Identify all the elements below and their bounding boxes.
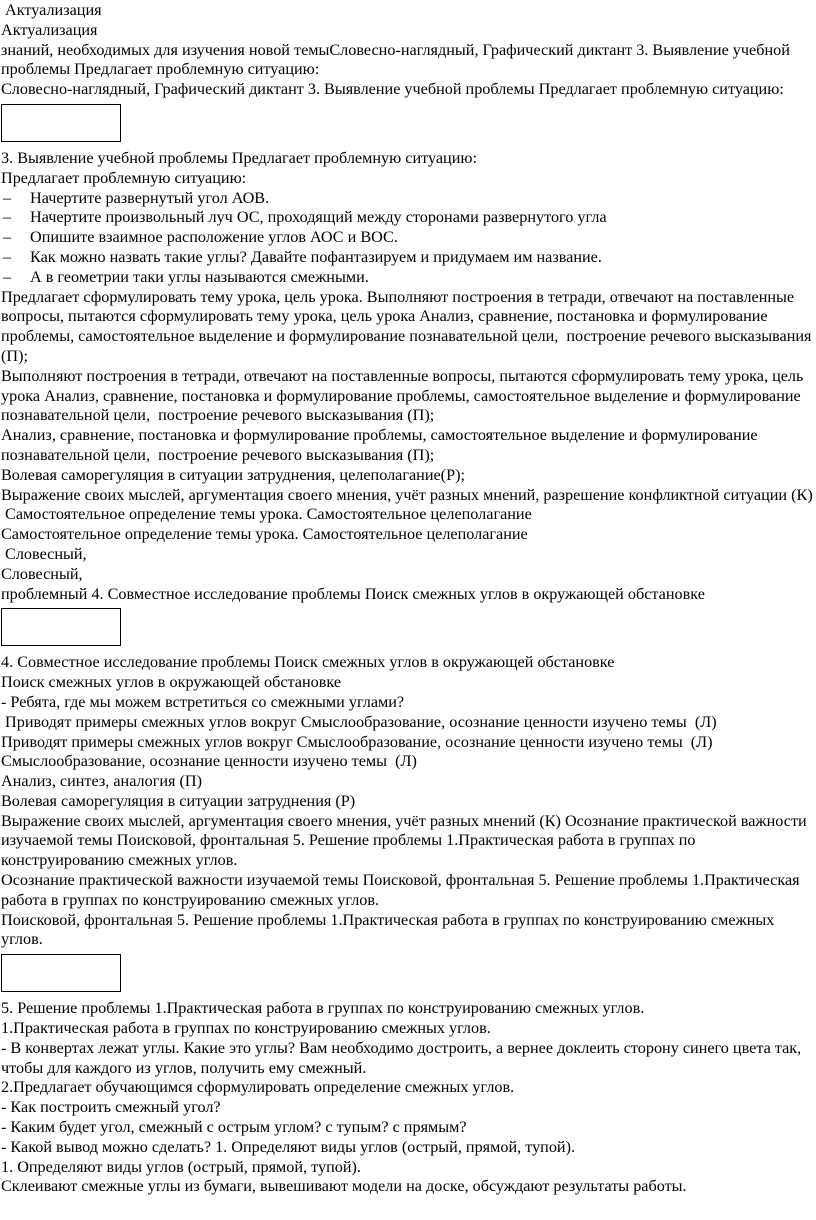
paragraph: Словесный, [1, 544, 87, 563]
paragraph: Волевая саморегуляция в ситуации затруднения, целеполагание(Р); [1, 465, 465, 484]
paragraph: Осознание практической важности изучаемой темы Поисковой, фронтальная 5. Решение проблемы 1.Практическая работа в группах по конструированию смежных углов. [1, 871, 804, 909]
list-item [1, 248, 816, 268]
paragraph: Приводят примеры смежных углов вокруг Смыслообразование, осознание ценности изучено темы (Л) [1, 732, 713, 751]
paragraph: 4. Совместное исследование проблемы Поиск смежных углов в окружающей обстановке [1, 653, 615, 672]
paragraph: Выполняют построения в тетради, отвечают на поставленные вопросы, пытаются сформулировать тему урока, цель урока Анализ, сравнение, постановка и формулирование проблемы, самостоятельное выделение и формулирование познавательной цели, построение речевого высказывания (П); [1, 366, 808, 425]
paragraph: Словесно-наглядный, Графический диктант 3. Выявление учебной проблемы Предлагает проблемную ситуацию: [1, 80, 784, 99]
paragraph: 1. Определяют виды углов (острый, прямой, тупой). [1, 1157, 361, 1176]
document-body [1, 1, 816, 1197]
paragraph: Склеивают смежные углы из бумаги, вывешивают модели на доске, обсуждают результаты работы. [1, 1177, 687, 1196]
list-item [1, 268, 816, 288]
paragraph: 5. Решение проблемы 1.Практическая работа в группах по конструированию смежных углов. [1, 999, 645, 1018]
empty-frame [1, 104, 121, 142]
list-item [1, 228, 816, 248]
paragraph: Самостоятельное определение темы урока. Самостоятельное целеполагание [1, 505, 532, 524]
paragraph: 3. Выявление учебной проблемы Предлагает проблемную ситуацию: [1, 148, 477, 167]
paragraph: - Ребята, где мы можем встретиться со смежными углами? [1, 692, 405, 711]
list-item [1, 189, 816, 209]
list-dash: – [3, 247, 12, 266]
paragraph: - Как построить смежный угол? [1, 1098, 221, 1117]
paragraph: Анализ, сравнение, постановка и формулирование проблемы, самостоятельное выделение и формулирование познавательной цели, построение речевого высказывания (П); [1, 426, 762, 464]
list-dash: – [3, 228, 12, 247]
paragraph: Самостоятельное определение темы урока. Самостоятельное целеполагание [1, 525, 528, 544]
paragraph: Поиск смежных углов в окружающей обстановке [1, 673, 342, 692]
paragraph: Актуализация [1, 20, 98, 39]
list-dash: – [3, 208, 12, 227]
paragraph: Приводят примеры смежных углов вокруг Смыслообразование, осознание ценности изучено темы (Л) [1, 712, 717, 731]
list-item-text: А в геометрии таки углы называются смежными. [30, 267, 369, 286]
paragraph: проблемный 4. Совместное исследование проблемы Поиск смежных углов в окружающей обстановке [1, 584, 705, 603]
paragraph: Словесный, [1, 564, 83, 583]
list-item-text: Как можно назвать такие углы? Давайте пофантазируем и придумаем им название. [30, 247, 602, 266]
list-item-text: Начертите произвольный луч ОС, проходящий между сторонами развернутого угла [30, 208, 607, 227]
paragraph: - Какой вывод можно сделать? 1. Определяют виды углов (острый, прямой, тупой). [1, 1137, 576, 1156]
empty-frame [1, 954, 121, 992]
paragraph: Волевая саморегуляция в ситуации затруднения (Р) [1, 791, 356, 810]
paragraph: знаний, необходимых для изучения новой темыСловесно-наглядный, Графический диктант 3. Выявление учебной проблемы Предлагает проблемную ситуацию: [1, 40, 794, 79]
list-item-text: Опишите взаимное расположение углов АОС и ВОС. [30, 228, 398, 247]
list-item [1, 208, 816, 228]
list-item-text: Начертите развернутый угол АОВ. [30, 188, 270, 207]
paragraph: Предлагает сформулировать тему урока, цель урока. Выполняют построения в тетради, отвечают на поставленные вопросы, пытаются сформулировать тему урока, цель урока Анализ, сравнение, постановка и формулирование проблемы, самостоятельное выделение и формулирование познавательной цели, построение речевого высказывания (П); [1, 287, 816, 365]
list-dash: – [3, 188, 12, 207]
paragraph: Поисковой, фронтальная 5. Решение проблемы 1.Практическая работа в группах по конструированию смежных углов. [1, 910, 779, 949]
paragraph: 1.Практическая работа в группах по конструированию смежных углов. [1, 1019, 491, 1038]
paragraph: Выражение своих мыслей, аргументация своего мнения, учёт разных мнений, разрешение конфликтной ситуации (К) [1, 485, 813, 504]
paragraph: - В конвертах лежат углы. Какие это углы? Вам необходимо достроить, а вернее доклеить сторону синего цвета так, чтобы для каждого из углов, получить ему смежный. [1, 1038, 806, 1077]
paragraph: Выражение своих мыслей, аргументация своего мнения, учёт разных мнений (К) Осознание практической важности изучаемой темы Поисковой, фронтальная 5. Решение проблемы 1.Практическая работа в группах по конструированию смежных углов. [1, 811, 811, 870]
empty-frame [1, 608, 121, 646]
paragraph: Анализ, синтез, аналогия (П) [1, 772, 202, 791]
paragraph: Предлагает проблемную ситуацию: [1, 168, 247, 187]
paragraph: - Каким будет угол, смежный с острым углом? с тупым? с прямым? [1, 1118, 467, 1137]
paragraph: Смыслообразование, осознание ценности изучено темы (Л) [1, 752, 417, 771]
paragraph: Актуализация [1, 1, 102, 19]
list-dash: – [3, 267, 12, 286]
paragraph: 2.Предлагает обучающимся сформулировать определение смежных углов. [1, 1078, 515, 1097]
